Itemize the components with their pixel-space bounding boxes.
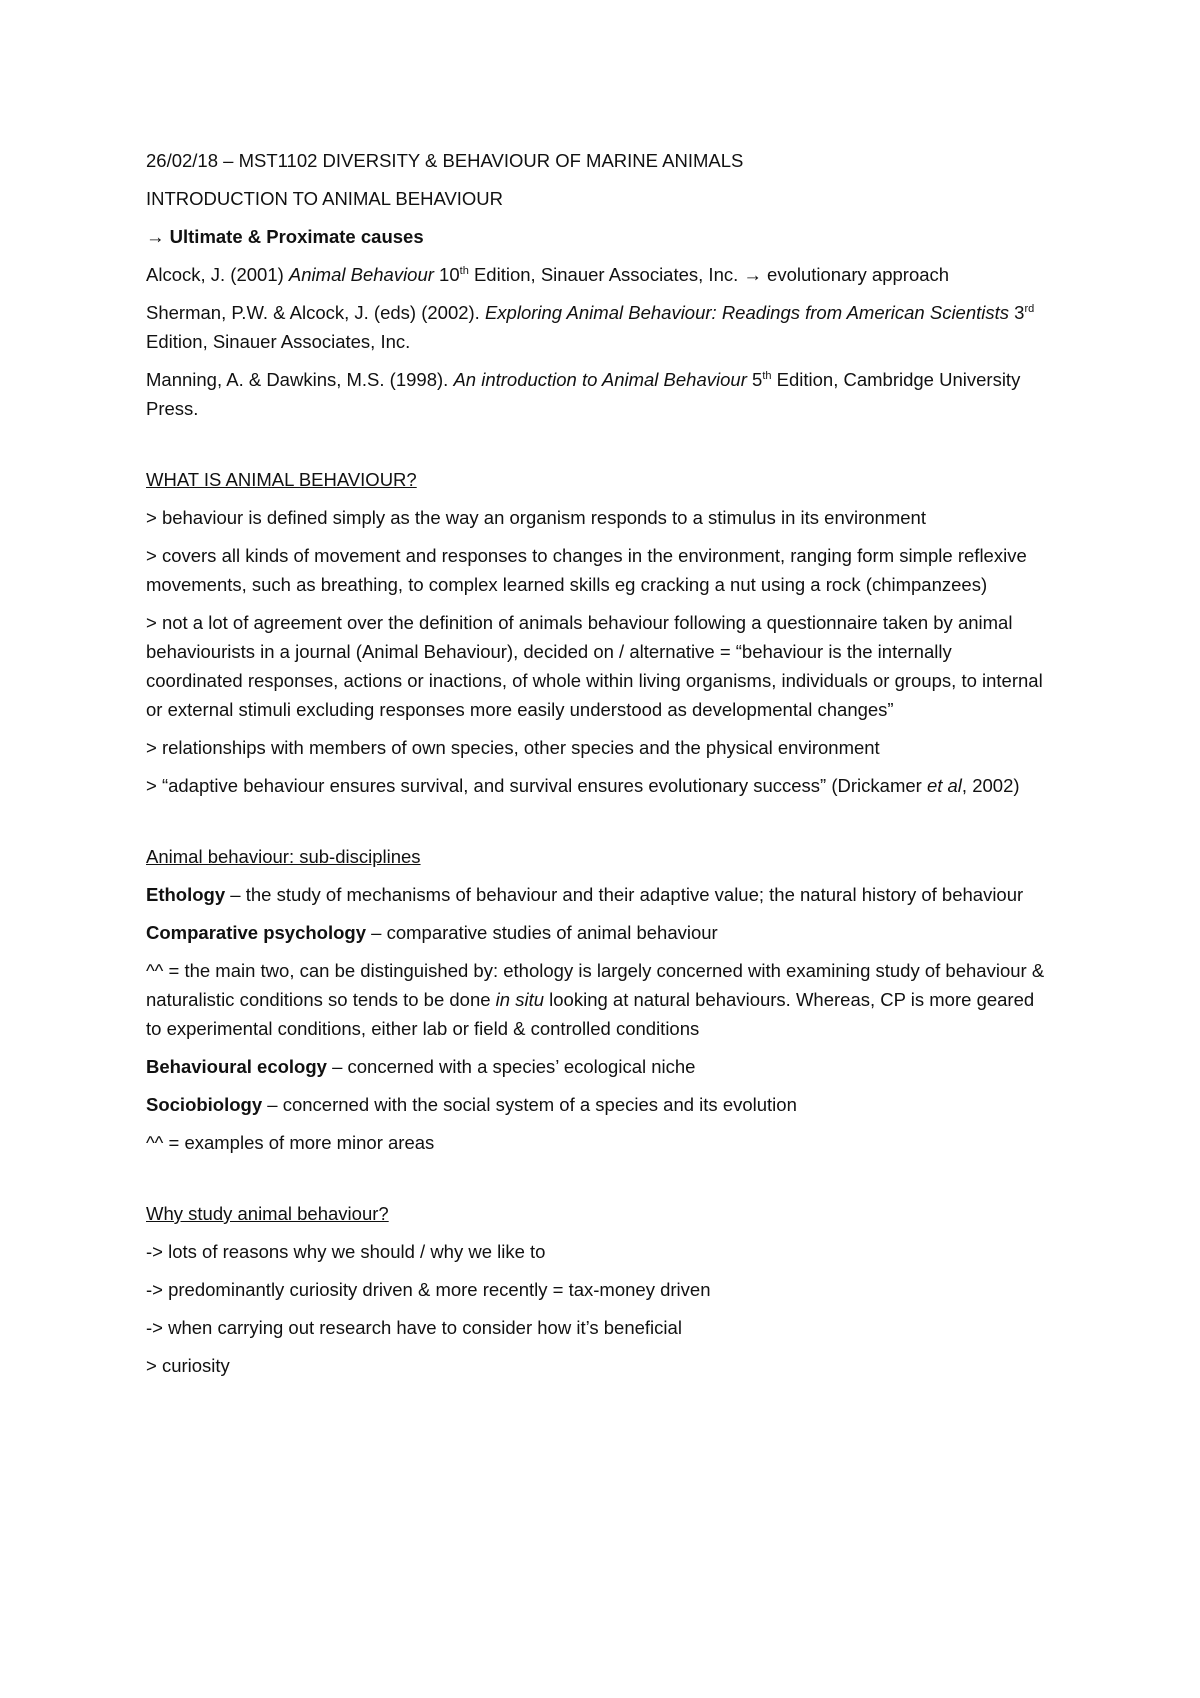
spacer (146, 1166, 1046, 1199)
section-heading-why: Why study animal behaviour? (146, 1203, 389, 1224)
term-comparative-psychology: Comparative psychology – comparative studies of animal behaviour (146, 922, 718, 943)
term-ethology: Ethology – the study of mechanisms of behaviour and their adaptive value; the natural history of behaviour (146, 884, 1024, 905)
reference-alcock: Alcock, J. (2001) Animal Behaviour 10th Edition, Sinauer Associates, Inc. → evolutionary approach (146, 264, 950, 285)
bullet-adaptive: > “adaptive behaviour ensures survival, and survival ensures evolutionary success” (Drickamer et al, 2002) (146, 775, 1020, 796)
spacer (146, 432, 1046, 465)
spacer (146, 809, 1046, 842)
bullet-movement: > covers all kinds of movement and responses to changes in the environment, ranging form simple reflexive movements, such as breathing, to complex learned skills eg cracking a nut using a rock (chimpanzees) (146, 545, 1027, 595)
bullet-agreement: > not a lot of agreement over the definition of animals behaviour following a questionnaire taken by animal behaviourists in a journal (Animal Behaviour), decided on / alternative = “behaviour is the internally coordinated responses, actions or inactions, of whole within living organisms, individuals or groups, to internal or external stimuli excluding responses more easily understood as developmental changes” (146, 612, 1043, 720)
document-body (146, 146, 1046, 1389)
bullet-reasons: -> lots of reasons why we should / why we like to (146, 1241, 546, 1262)
bullet-beneficial: -> when carrying out research have to consider how it’s beneficial (146, 1317, 682, 1338)
reference-manning: Manning, A. & Dawkins, M.S. (1998). An introduction to Animal Behaviour 5th Edition, Cambridge University Press. (146, 369, 1021, 419)
document-title: INTRODUCTION TO ANIMAL BEHAVIOUR (146, 188, 504, 209)
causes-line: → Ultimate & Proximate causes (146, 226, 424, 247)
bullet-curiosity-driven: -> predominantly curiosity driven & more recently = tax-money driven (146, 1279, 711, 1300)
section-heading-what: WHAT IS ANIMAL BEHAVIOUR? (146, 469, 417, 490)
term-behavioural-ecology: Behavioural ecology – concerned with a species’ ecological niche (146, 1056, 696, 1077)
section-heading-subdisciplines: Animal behaviour: sub-disciplines (146, 846, 421, 867)
note-minor-areas: ^^ = examples of more minor areas (146, 1132, 435, 1153)
header-line: 26/02/18 – MST1102 DIVERSITY & BEHAVIOUR OF MARINE ANIMALS (146, 150, 744, 171)
bullet-definition: > behaviour is defined simply as the way an organism responds to a stimulus in its environment (146, 507, 926, 528)
reference-sherman: Sherman, P.W. & Alcock, J. (eds) (2002). Exploring Animal Behaviour: Readings from American Scientists 3rd Edition, Sinauer Associates, Inc. (146, 302, 1035, 352)
note-main-two: ^^ = the main two, can be distinguished by: ethology is largely concerned with examining study of behaviour & naturalistic conditions so tends to be done in situ looking at natural behaviours. Whereas, CP is more geared to experimental conditions, either lab or field & controlled conditions (146, 960, 1045, 1039)
bullet-relationships: > relationships with members of own species, other species and the physical environment (146, 737, 880, 758)
bullet-curiosity: > curiosity (146, 1355, 230, 1376)
term-sociobiology: Sociobiology – concerned with the social system of a species and its evolution (146, 1094, 797, 1115)
